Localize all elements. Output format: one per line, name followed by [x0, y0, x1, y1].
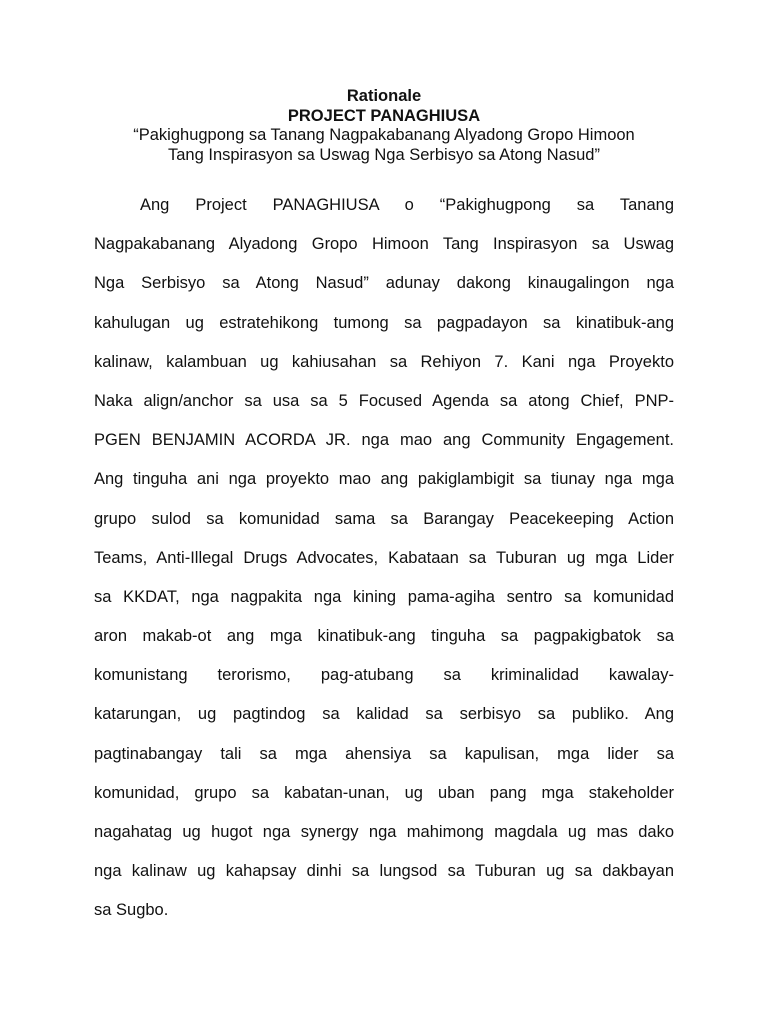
project-subtitle-line-1: “Pakighugpong sa Tanang Nagpakabanang Alyadong Gropo Himoon [133, 126, 635, 144]
paragraph-line: nagahatag ug hugot nga synergy nga mahimong magdala ug mas dako [94, 823, 674, 841]
paragraph-line: katarungan, ug pagtindog sa kalidad sa serbisyo sa publiko. Ang [94, 705, 674, 724]
project-subtitle-line-2: Tang Inspirasyon sa Uswag Nga Serbisyo sa Atong Nasud” [168, 145, 600, 164]
project-name: PROJECT PANAGHIUSA [287, 106, 481, 125]
paragraph-line: Nagpakabanang Alyadong Gropo Himoon Tang Inspirasyon sa Uswag [94, 235, 674, 254]
paragraph-line: Nga Serbisyo sa Atong Nasud” adunay dakong kinaugalingon nga [94, 274, 674, 293]
rationale-paragraph [94, 190, 674, 935]
paragraph-line: kalinaw, kalambuan ug kahiusahan sa Rehiyon 7. Kani nga Proyekto [94, 352, 674, 371]
paragraph-line: grupo sulod sa komunidad sama sa Barangay Peacekeeping Action [94, 509, 674, 528]
paragraph-line: sa KKDAT, nga nagpakita nga kining pama-agiha sentro sa komunidad [94, 587, 674, 606]
paragraph-line: komunistang terorismo, pag-atubang sa kriminalidad kawalay- [94, 666, 674, 685]
paragraph-line: Teams, Anti-Illegal Drugs Advocates, Kabataan sa Tuburan ug mga Lider [94, 548, 674, 567]
paragraph-line: Ang Project PANAGHIUSA o “Pakighugpong sa Tanang [140, 196, 674, 214]
paragraph-line: Ang tinguha ani nga proyekto mao ang pakiglambigit sa tiunay nga mga [94, 470, 674, 489]
paragraph-line: komunidad, grupo sa kabatan-unan, ug uban pang mga stakeholder [94, 783, 674, 802]
paragraph-line: pagtinabangay tali sa mga ahensiya sa kapulisan, mga lider sa [94, 744, 674, 763]
paragraph-line: nga kalinaw ug kahapsay dinhi sa lungsod sa Tuburan ug sa dakbayan [94, 862, 674, 881]
paragraph-line: kahulugan ug estratehikong tumong sa pagpadayon sa kinatibuk-ang [94, 313, 674, 332]
paragraph-line: aron makab-ot ang mga kinatibuk-ang tinguha sa pagpakigbatok sa [94, 627, 674, 646]
paragraph-line: sa Sugbo. [94, 901, 169, 920]
paragraph-line: PGEN BENJAMIN ACORDA JR. nga mao ang Community Engagement. [94, 431, 674, 450]
section-title: Rationale [346, 87, 422, 105]
paragraph-line: Naka align/anchor sa usa sa 5 Focused Agenda sa atong Chief, PNP- [94, 391, 674, 410]
document-header [0, 87, 768, 165]
